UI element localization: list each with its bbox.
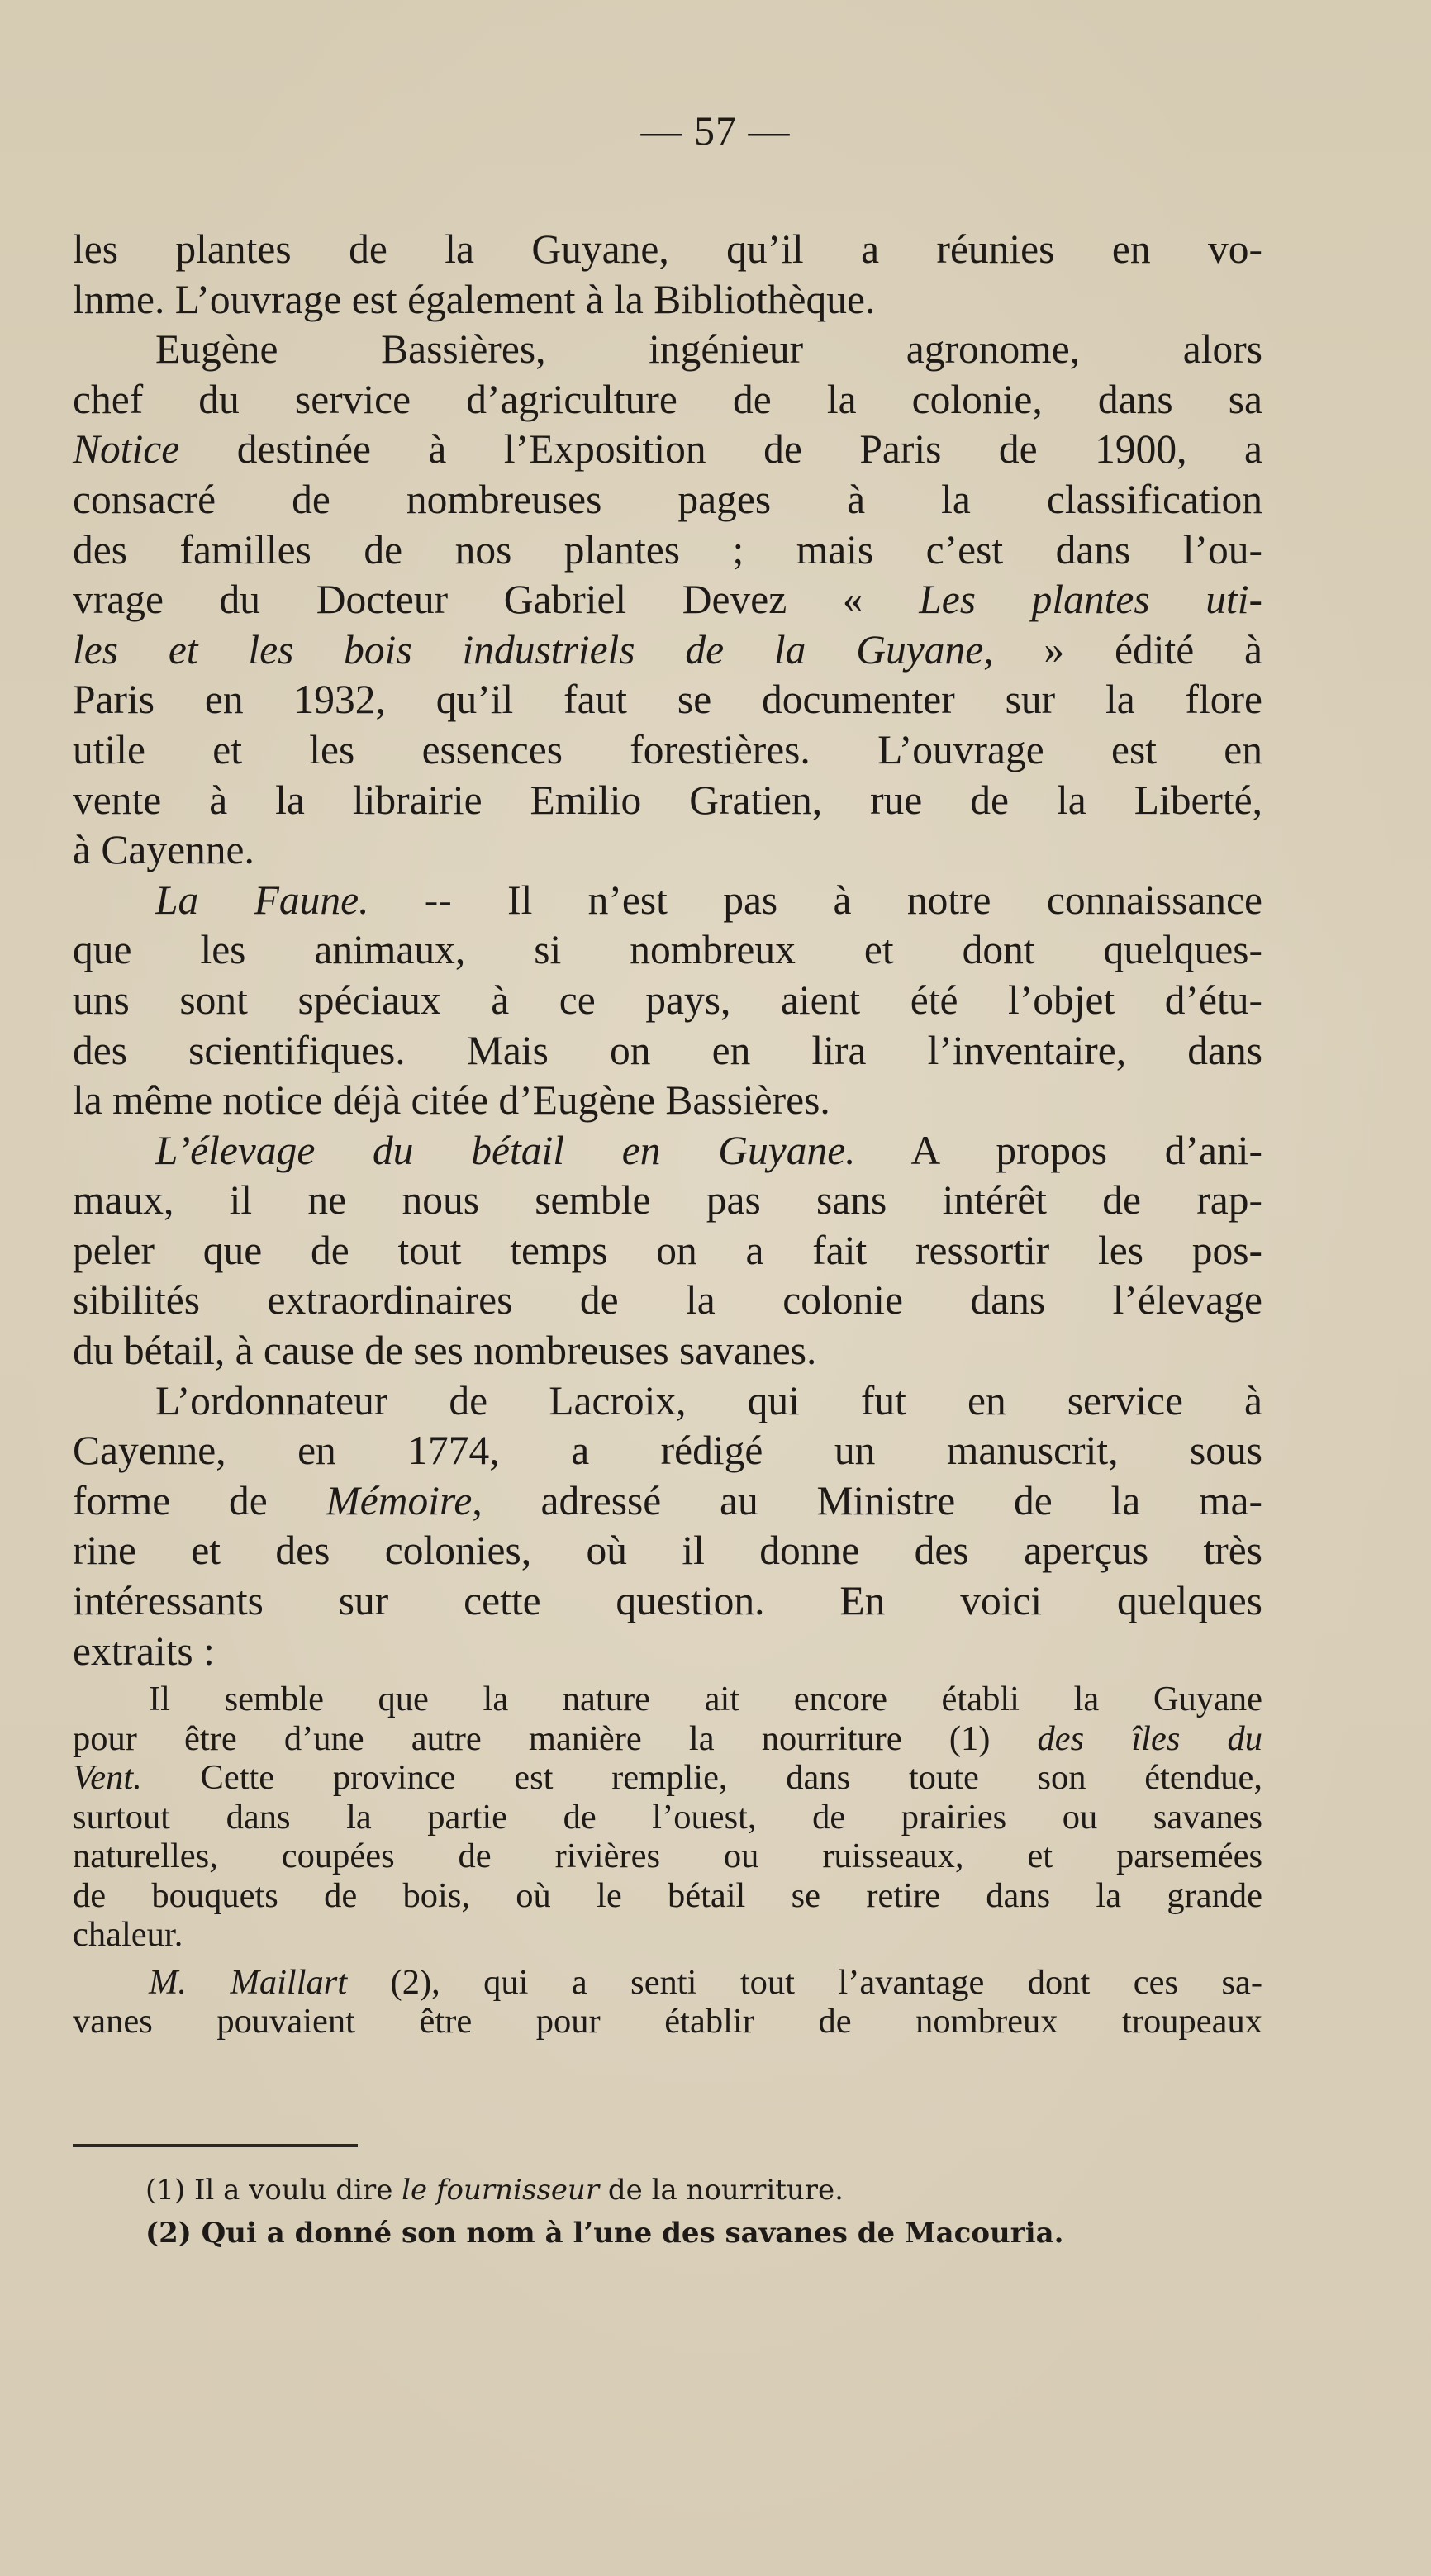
text-line: uns sont spéciaux à ce pays, aient été l’objet d’étu-: [73, 977, 1262, 1023]
text-line: peler que de tout temps on a fait ressortir les pos-: [73, 1227, 1262, 1273]
quote-line: Vent. Cette province est remplie, dans toute son étendue,: [73, 1758, 1262, 1798]
text-line: vrage du Docteur Gabriel Devez « Les plantes uti-: [73, 577, 1262, 623]
text-line: les et les bois industriels de la Guyane, » édité à: [73, 626, 1262, 673]
text-line: Notice destinée à l’Exposition de Paris de 1900, a: [73, 426, 1262, 473]
text-line: Cayenne, en 1774, a rédigé un manuscrit, sous: [73, 1428, 1262, 1474]
text-line: utile et les essences forestières. L’ouvrage est en: [73, 726, 1262, 772]
text-line: que les animaux, si nombreux et dont quelques-: [73, 927, 1262, 973]
text-line: à Cayenne.: [73, 827, 254, 873]
footnote-rule: [73, 2144, 358, 2147]
paragraph-faune: [73, 876, 1262, 1126]
quote-line: vanes pouvaient être pour établir de nombreux troupeaux: [73, 2002, 1262, 2041]
quotation-maillart: [73, 1963, 1262, 2041]
main-text: [73, 225, 1262, 2041]
text-line: lnme. L’ouvrage est également à la Bibliothèque.: [73, 276, 876, 322]
quote-line: surtout dans la partie de l’ouest, de prairies ou savanes: [73, 1797, 1262, 1837]
quote-line: Il semble que la nature ait encore établi la Guyane: [149, 1680, 1262, 1719]
paragraph-elevage: [73, 1126, 1262, 1376]
quotation-memoire: [73, 1680, 1262, 1955]
text-line: vente à la librairie Emilio Gratien, rue de la Liberté,: [73, 777, 1262, 823]
text-line: La Faune. -- Il n’est pas à notre connaissance: [155, 877, 1262, 923]
text-line: les plantes de la Guyane, qu’il a réunies en vo-: [73, 226, 1262, 272]
paragraph-bassieres: [73, 325, 1262, 876]
text-line: rine et des colonies, où il donne des aperçus très: [73, 1528, 1262, 1574]
text-line: chef du service d’agriculture de la colonie, dans sa: [73, 376, 1262, 422]
text-line: maux, il ne nous semble pas sans intérêt de rap-: [73, 1177, 1262, 1224]
footnotes: [145, 2169, 1244, 2255]
text-line: des familles de nos plantes ; mais c’est dans l’ou-: [73, 526, 1262, 573]
text-line: du bétail, à cause de ses nombreuses savanes.: [73, 1328, 817, 1374]
quote-line: pour être d’une autre manière la nourriture (1) des îles du: [73, 1718, 1263, 1758]
text-line: sibilités extraordinaires de la colonie dans l’élevage: [73, 1277, 1262, 1324]
text-line: extraits :: [73, 1628, 215, 1674]
text-line: intéressants sur cette question. En voici quelques: [73, 1578, 1262, 1624]
quote-line: de bouquets de bois, où le bétail se retire dans la grande: [73, 1875, 1262, 1915]
paragraph-lacroix: [73, 1376, 1262, 1677]
text-line: consacré de nombreuses pages à la classification: [73, 476, 1262, 522]
text-line: L’ordonnateur de Lacroix, qui fut en service à: [155, 1377, 1262, 1423]
text-line: L’élevage du bétail en Guyane. A propos d’ani-: [155, 1127, 1262, 1173]
quote-line: chaleur.: [73, 1915, 183, 1955]
text-line: des scientifiques. Mais on en lira l’inventaire, dans: [73, 1027, 1262, 1073]
quote-line: M. Maillart (2), qui a senti tout l’avantage dont ces sa-: [149, 1962, 1262, 2002]
paragraph-continuation: [73, 225, 1262, 325]
footnote-2: (2) Qui a donné son nom à l’une des savanes de Macouria.: [145, 2217, 1064, 2250]
text-line: la même notice déjà citée d’Eugène Bassières.: [73, 1077, 830, 1124]
text-line: forme de Mémoire, adressé au Ministre de la ma-: [73, 1477, 1262, 1523]
footnote-1: (1) Il a voulu dire le fournisseur de la nourriture.: [145, 2174, 844, 2207]
text-line: Paris en 1932, qu’il faut se documenter sur la flore: [73, 677, 1262, 723]
spacer: [73, 1955, 1262, 1963]
text-line: Eugène Bassières, ingénieur agronome, alors: [155, 326, 1262, 373]
quote-line: naturelles, coupées de rivières ou ruisseaux, et parsemées: [73, 1837, 1262, 1876]
page-number: — 57 —: [640, 107, 791, 154]
